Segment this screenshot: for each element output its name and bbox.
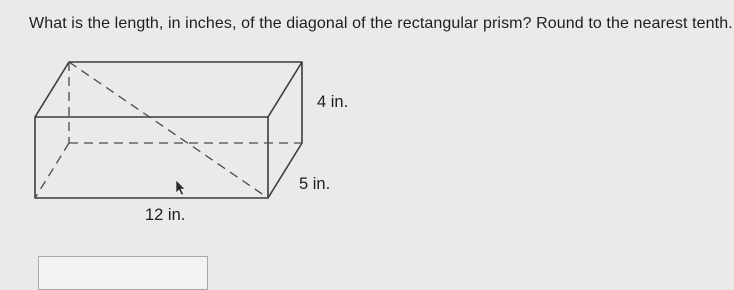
hidden-depth-edge (35, 143, 69, 198)
length-label: 12 in. (145, 206, 186, 224)
answer-input[interactable] (38, 256, 208, 290)
question-text: What is the length, in inches, of the diagonal of the rectangular prism? Round to the nearest tenth. (29, 15, 733, 32)
cursor-icon (176, 180, 185, 195)
prism-hidden-edges (35, 62, 302, 198)
height-label: 4 in. (317, 93, 349, 111)
prism-right-face (268, 62, 302, 198)
prism-top-face (35, 62, 302, 117)
depth-label: 5 in. (299, 175, 331, 193)
prism-diagonal (69, 62, 268, 198)
prism-front-face (35, 117, 268, 198)
